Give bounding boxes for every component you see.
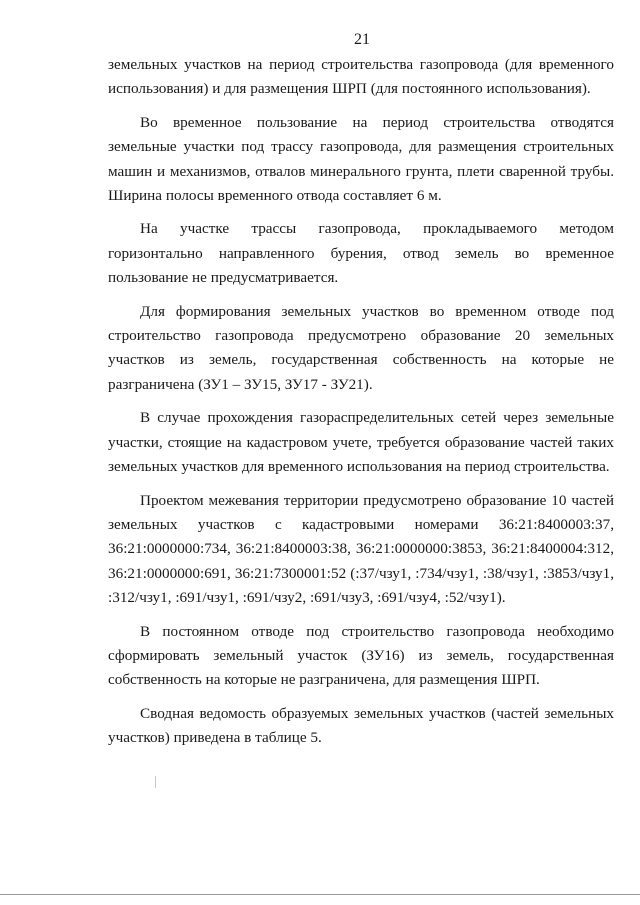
paragraph-permanent-allotment: В постоянном отводе под строительство газопровода необходимо сформировать земельный участок (ЗУ16) из земель, государственная собственность на которые не разграничена, для размещения ШРП. [108, 622, 614, 689]
paragraph-continuation: земельных участков на период строительства газопровода (для временного использования) и для размещения ШРП (для постоянного использования). [108, 56, 614, 98]
paragraph-land-plots-formation: Для формирования земельных участков во временном отводе под строительство газопровода предусмотрено образование 20 земельных участков из земель, государственная собственность на которые не разграничена (ЗУ1 – ЗУ15, ЗУ17 - ЗУ21). [108, 302, 614, 393]
body-text [108, 53, 614, 751]
bottom-edge-line [0, 894, 640, 895]
paragraph-surveying-project: Проектом межевания территории предусмотрено образование 10 частей земельных участков с кадастровыми номерами 36:21:8400003:37, 36:21:0000000:734, 36:21:8400003:38, 36:21:0000000:3853, 36:21:8400004:312, 36:21:0000000:691, 36:21:7300001:52 (:37/чзу1, :734/чзу1, :38/чзу1, :3853/чзу1, :312/чзу1, :691/чзу1, :691/чзу2, :691/чзу3, :691/чзу4, :52/чзу1). [108, 491, 614, 607]
paragraph-summary-reference: Сводная ведомость образуемых земельных участков (частей земельных участков) приведена в таблице 5. [108, 704, 614, 747]
paragraph-cadastral-parts: В случае прохождения газораспределительных сетей через земельные участки, стоящие на кадастровом учете, требуется образование частей таких земельных участков для временного использования на период строительства. [108, 409, 614, 476]
paragraph-directional-drilling: На участке трассы газопровода, прокладываемого методом горизонтально направленного бурения, отвод земель во временное пользование не предусматривается. [108, 220, 614, 287]
paragraph-temporary-use: Во временное пользование на период строительства отводятся земельные участки под трассу газопровода, для размещения строительных машин и механизмов, отвалов минерального грунта, плети сваренной трубы. Ширина полосы временного отвода составляет 6 м. [108, 113, 614, 205]
scan-artifact-mark [155, 776, 156, 788]
page-number: 21 [354, 31, 370, 48]
